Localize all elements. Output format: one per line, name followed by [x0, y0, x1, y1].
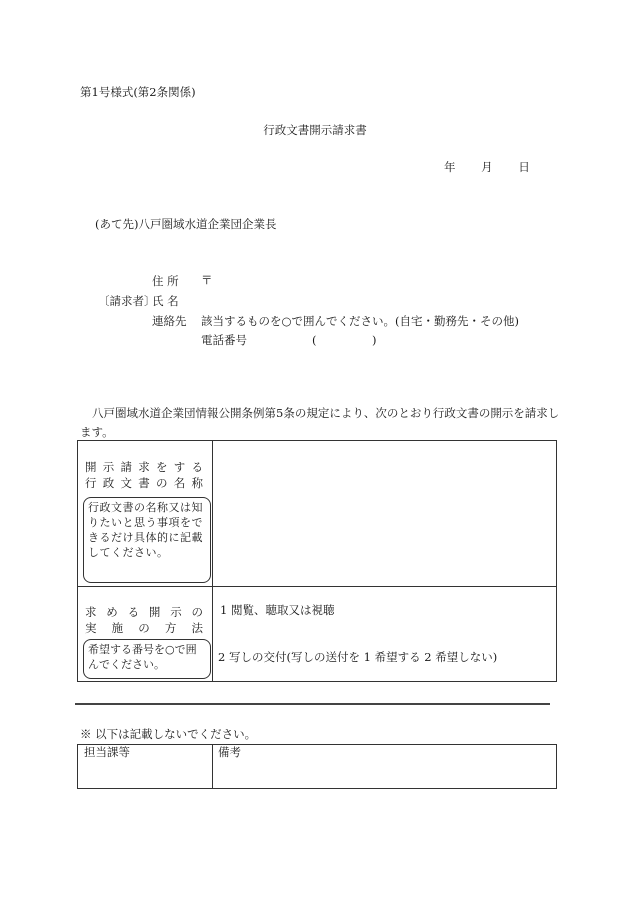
postal-mark: 〒: [201, 273, 213, 287]
phone-paren-open: (: [312, 333, 317, 347]
date-day: 日: [518, 160, 530, 174]
office-col-remarks: 備考: [218, 745, 241, 759]
phone-paren-close: ): [372, 333, 377, 347]
contact-label: 連絡先: [152, 314, 187, 328]
office-use-table: [77, 744, 557, 789]
method-option-1: 1 閲覧、聴取又は視聴: [220, 603, 335, 617]
row2-note: 希望する番号を○で囲んでください。: [83, 639, 211, 679]
address-label: 住 所: [152, 274, 179, 288]
method-option-2: 2 写しの交付(写しの送付を 1 希望する 2 希望しない): [218, 650, 498, 664]
row2-label-line1: 求める開示の: [85, 605, 205, 619]
date-month: 月: [481, 160, 493, 174]
name-label: 氏 名: [152, 294, 179, 308]
row1-label-line2: 行政文書の名称: [85, 476, 205, 490]
intro-text: 八戸圏域水道企業団情報公開条例第5条の規定により、次のとおり行政文書の開示を請求します。: [80, 406, 560, 439]
table-divider-vertical: [212, 441, 213, 681]
separator-line: [75, 703, 550, 705]
requester-label: 〔請求者〕: [98, 294, 156, 308]
office-table-divider: [212, 745, 213, 788]
addressee: (あて先)八戸圏域水道企業団企業長: [95, 217, 277, 231]
date-year: 年: [444, 160, 456, 174]
phone-label: 電話番号: [201, 333, 247, 347]
office-col-department: 担当課等: [84, 745, 130, 759]
date-line: [444, 161, 552, 175]
row2-label-line2: 実施の方法: [85, 621, 205, 635]
contact-note: 該当するものを○で囲んでください。(自宅・勤務先・その他): [201, 314, 520, 328]
row1-label-line1: 開示請求をする: [85, 460, 205, 474]
row1-note: 行政文書の名称又は知りたいと思う事項をできるだけ具体的に記載してください。: [83, 497, 211, 583]
table-divider-horizontal: [78, 586, 556, 587]
form-number: 第1号様式(第2条関係): [80, 85, 196, 99]
document-title: 行政文書開示請求書: [263, 123, 367, 137]
office-use-remark: ※ 以下は記載しないでください。: [80, 727, 257, 741]
